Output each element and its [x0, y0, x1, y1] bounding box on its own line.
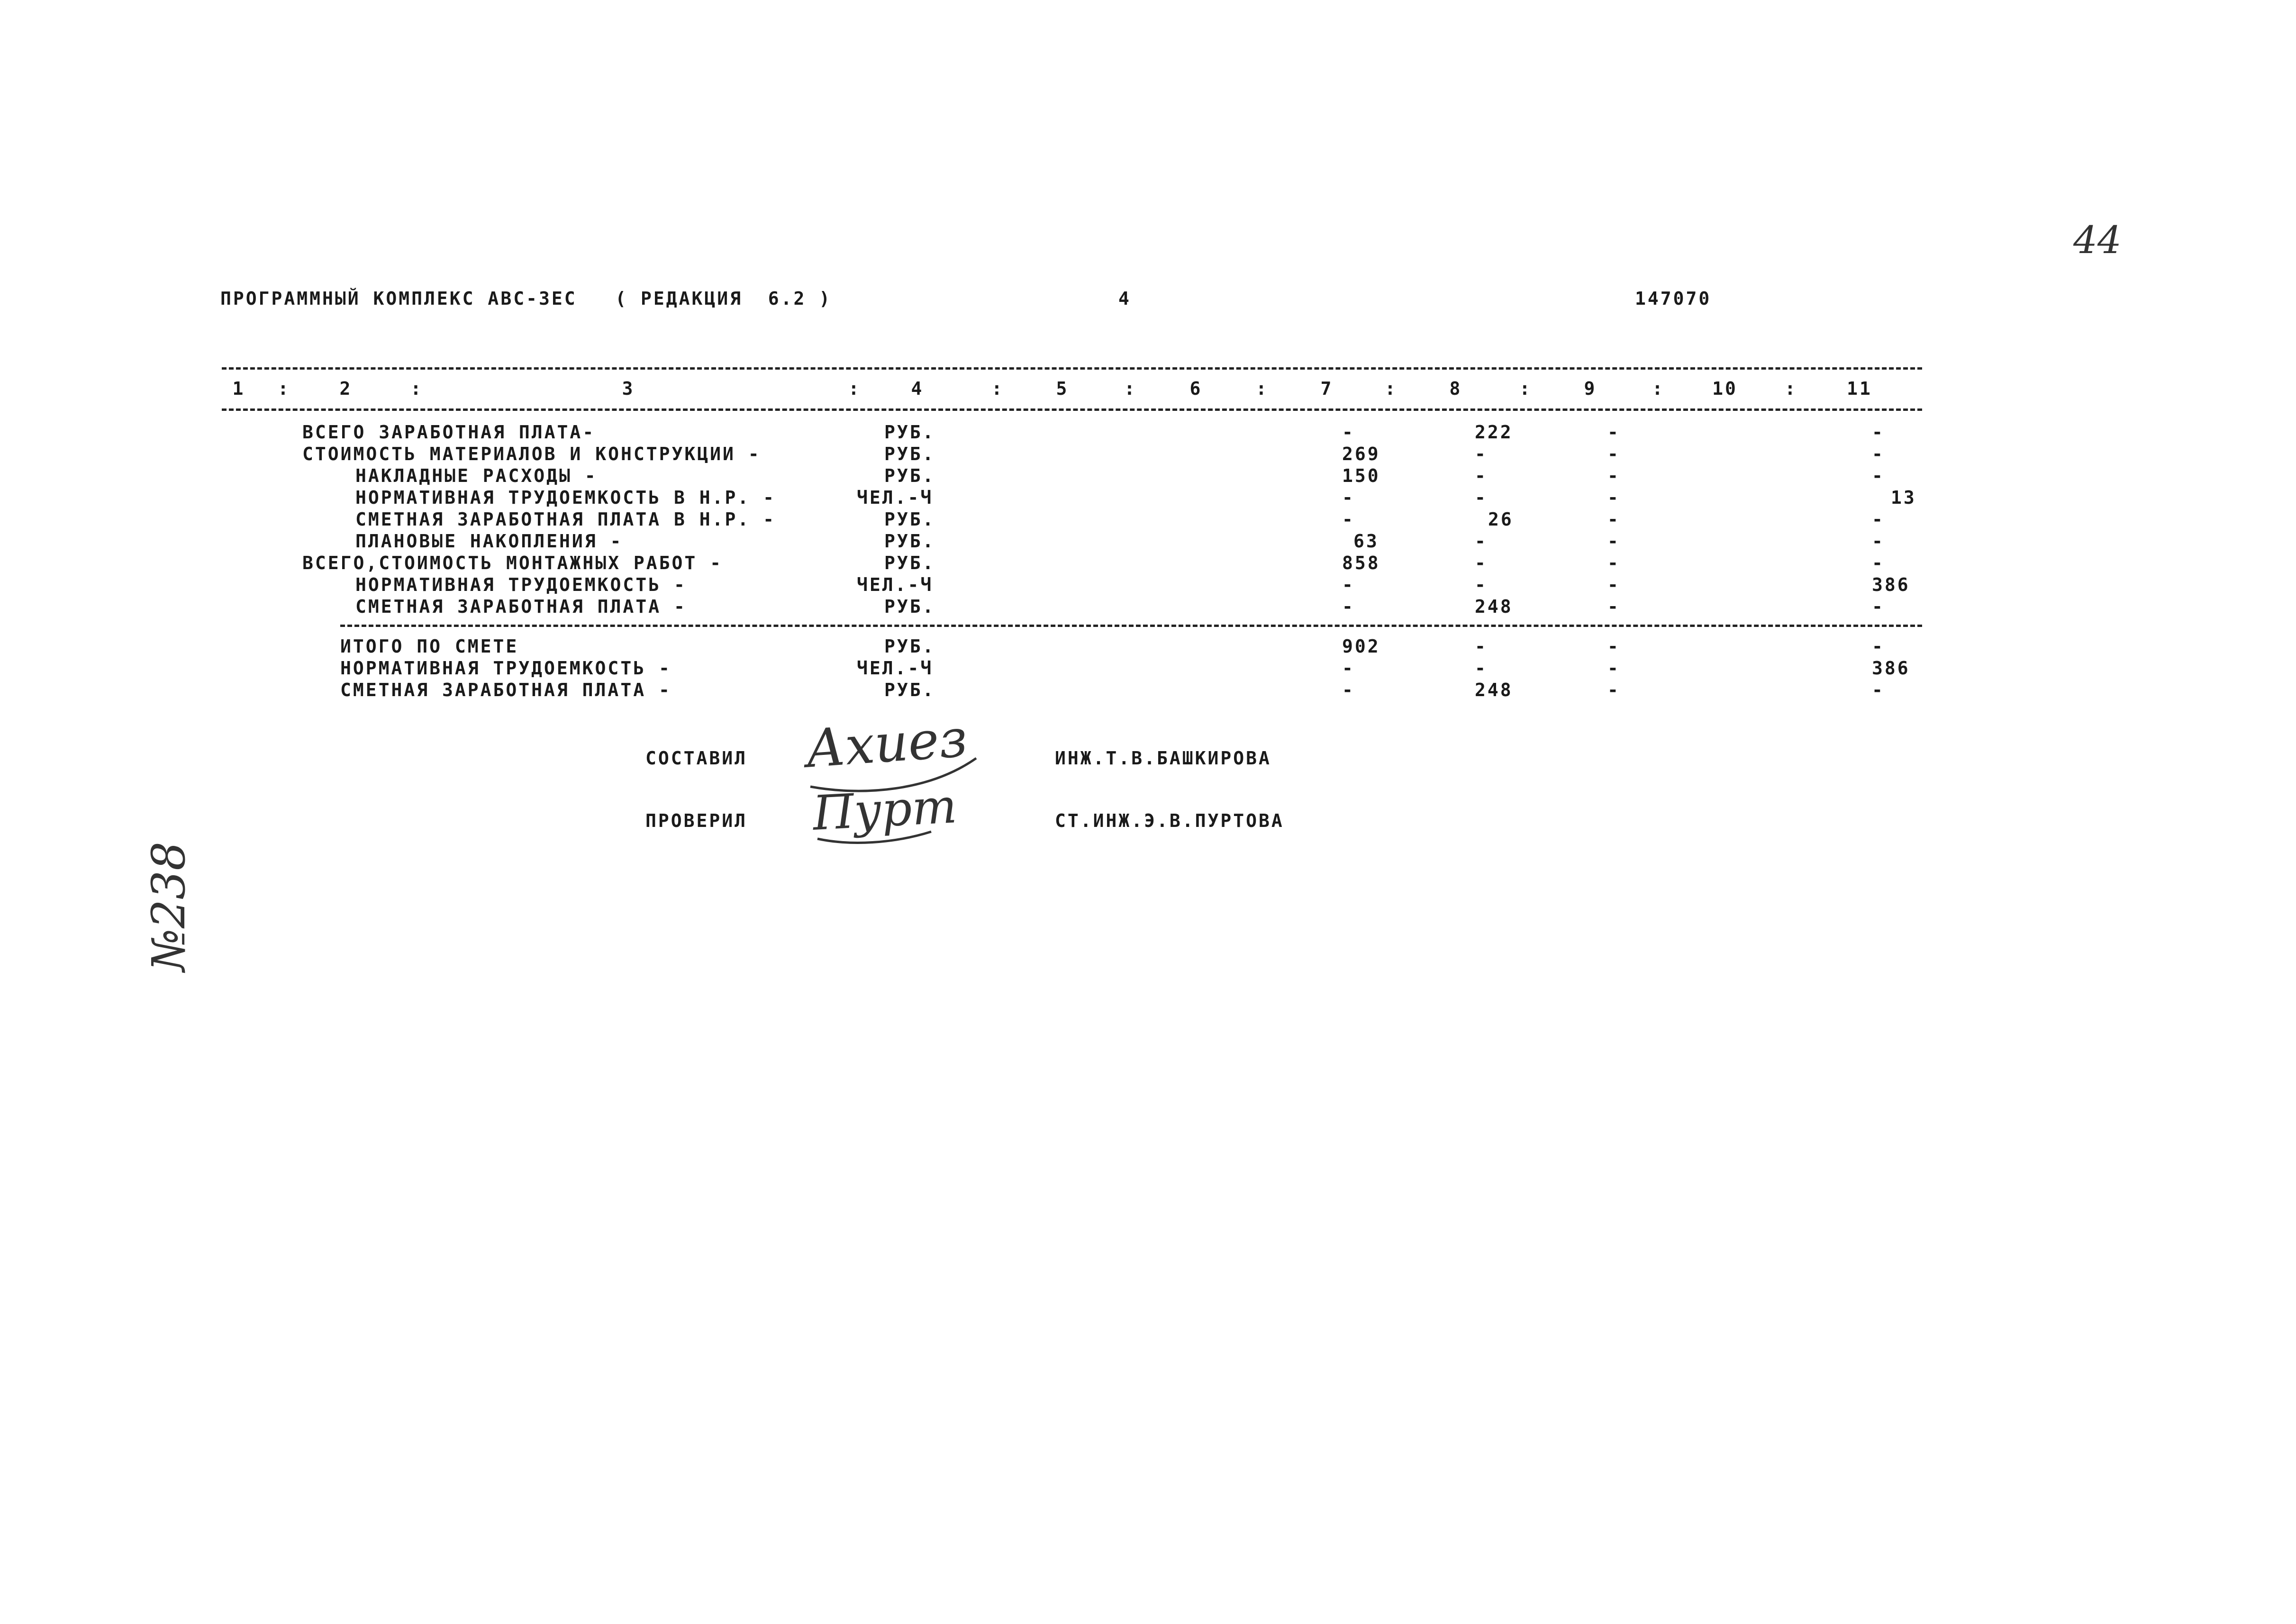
row-col11: -	[1872, 465, 1885, 486]
row-unit: РУБ.	[884, 422, 935, 443]
row-col8: 222	[1475, 422, 1513, 443]
row-col9: -	[1607, 553, 1620, 573]
table-row	[0, 465, 2296, 487]
header-right: 147070	[1635, 288, 1712, 309]
checked-by-name: СТ.ИНЖ.Э.В.ПУРТОВА	[1055, 810, 1284, 831]
row-col9: -	[1607, 658, 1620, 679]
col-separator: :	[410, 378, 423, 399]
row-col9: -	[1607, 444, 1620, 464]
table-row	[0, 487, 2296, 509]
row-col7: -	[1342, 422, 1355, 443]
row-col8: -	[1475, 553, 1488, 573]
col-separator: :	[991, 378, 1004, 399]
row-col7: -	[1342, 509, 1355, 530]
row-col8: -	[1475, 531, 1488, 552]
col-separator: :	[1124, 378, 1137, 399]
col-separator: :	[848, 378, 861, 399]
col-num-1: 1	[232, 378, 245, 399]
row-label: НОРМАТИВНАЯ ТРУДОЕМКОСТЬ В Н.Р. -	[355, 487, 776, 508]
row-col11: -	[1872, 509, 1885, 530]
row-unit: РУБ.	[884, 636, 935, 657]
col-separator: :	[1785, 378, 1797, 399]
col-num-7: 7	[1320, 378, 1334, 399]
row-col11: 386	[1872, 574, 1910, 595]
row-col8: 26	[1488, 509, 1514, 530]
header-middle: 4	[1118, 288, 1131, 309]
row-label: СМЕТНАЯ ЗАРАБОТНАЯ ПЛАТА -	[340, 680, 672, 700]
row-label: НОРМАТИВНАЯ ТРУДОЕМКОСТЬ -	[340, 658, 672, 679]
row-label: ПЛАНОВЫЕ НАКОПЛЕНИЯ -	[355, 531, 623, 552]
row-col7: 269	[1342, 444, 1380, 464]
row-unit: РУБ.	[884, 680, 935, 700]
col-separator: :	[1519, 378, 1532, 399]
table-row	[0, 596, 2296, 618]
table-row	[0, 444, 2296, 465]
row-col8: 248	[1475, 596, 1513, 617]
column-number-row	[0, 378, 2296, 400]
row-col11: -	[1872, 444, 1885, 464]
col-num-10: 10	[1712, 378, 1738, 399]
col-separator: :	[278, 378, 290, 399]
row-label: ИТОГО ПО СМЕТЕ	[340, 636, 519, 657]
row-unit: ЧЕЛ.-Ч	[857, 487, 934, 508]
row-col8: 248	[1475, 680, 1513, 700]
row-col9: -	[1607, 636, 1620, 657]
compiled-by-name: ИНЖ.Т.В.БАШКИРОВА	[1055, 748, 1271, 769]
table-row	[0, 636, 2296, 658]
table-row	[0, 574, 2296, 596]
row-col7: -	[1342, 574, 1355, 595]
row-label: ВСЕГО ЗАРАБОТНАЯ ПЛАТА-	[302, 422, 596, 443]
table-row	[0, 509, 2296, 531]
row-col8: -	[1475, 444, 1488, 464]
row-col11: 13	[1891, 487, 1916, 508]
col-num-5: 5	[1056, 378, 1069, 399]
row-unit: РУБ.	[884, 465, 935, 486]
row-unit: РУБ.	[884, 553, 935, 573]
row-col8: -	[1475, 636, 1488, 657]
col-num-6: 6	[1189, 378, 1203, 399]
row-unit: ЧЕЛ.-Ч	[857, 574, 934, 595]
col-num-3: 3	[622, 378, 635, 399]
row-unit: ЧЕЛ.-Ч	[857, 658, 934, 679]
row-col9: -	[1607, 531, 1620, 552]
row-col9: -	[1607, 465, 1620, 486]
col-num-2: 2	[339, 378, 353, 399]
row-col7: -	[1342, 658, 1355, 679]
row-col11: -	[1872, 531, 1885, 552]
side-note: №238	[142, 841, 195, 971]
row-col9: -	[1607, 574, 1620, 595]
col-num-4: 4	[911, 378, 924, 399]
table-row	[0, 553, 2296, 574]
table-row	[0, 658, 2296, 680]
row-unit: РУБ.	[884, 531, 935, 552]
row-col11: -	[1872, 422, 1885, 443]
col-separator: :	[1385, 378, 1398, 399]
row-label: СМЕТНАЯ ЗАРАБОТНАЯ ПЛАТА В Н.Р. -	[355, 509, 776, 530]
signature-text: Пурт	[811, 778, 958, 841]
row-col9: -	[1607, 509, 1620, 530]
row-col8: -	[1475, 658, 1488, 679]
row-unit: РУБ.	[884, 444, 935, 464]
row-col7: -	[1342, 596, 1355, 617]
row-col11: 386	[1872, 658, 1910, 679]
row-unit: РУБ.	[884, 509, 935, 530]
row-col7: 63	[1353, 531, 1379, 552]
row-col11: -	[1872, 553, 1885, 573]
row-col8: -	[1475, 487, 1488, 508]
col-num-11: 11	[1847, 378, 1872, 399]
row-label: ВСЕГО,СТОИМОСТЬ МОНТАЖНЫХ РАБОТ -	[302, 553, 723, 573]
row-col8: -	[1475, 574, 1488, 595]
row-col7: -	[1342, 680, 1355, 700]
row-col7: 902	[1342, 636, 1380, 657]
col-num-9: 9	[1584, 378, 1597, 399]
signature-text: Ахиез	[803, 708, 970, 780]
row-col7: -	[1342, 487, 1355, 508]
row-col11: -	[1872, 680, 1885, 700]
compiled-by-label: СОСТАВИЛ	[645, 748, 748, 769]
checked-by-label: ПРОВЕРИЛ	[645, 810, 748, 831]
row-col9: -	[1607, 680, 1620, 700]
row-label: СМЕТНАЯ ЗАРАБОТНАЯ ПЛАТА -	[355, 596, 687, 617]
row-unit: РУБ.	[884, 596, 935, 617]
header-left: ПРОГРАММНЫЙ КОМПЛЕКС АВС-ЗЕС ( РЕДАКЦИЯ 6.2 )	[220, 288, 832, 309]
table-row	[0, 680, 2296, 701]
row-col11: -	[1872, 636, 1885, 657]
header-bottom-rule	[222, 408, 1922, 411]
page-number: 44	[2073, 218, 2122, 262]
table-top-rule	[222, 367, 1922, 370]
row-col9: -	[1607, 487, 1620, 508]
row-label: СТОИМОСТЬ МАТЕРИАЛОВ И КОНСТРУКЦИИ -	[302, 444, 761, 464]
table-row	[0, 531, 2296, 553]
row-col8: -	[1475, 465, 1488, 486]
row-col9: -	[1607, 422, 1620, 443]
row-col9: -	[1607, 596, 1620, 617]
col-separator: :	[1652, 378, 1665, 399]
totals-top-rule	[340, 625, 1922, 627]
row-label: НОРМАТИВНАЯ ТРУДОЕМКОСТЬ -	[355, 574, 687, 595]
row-col7: 858	[1342, 553, 1380, 573]
row-col11: -	[1872, 596, 1885, 617]
col-separator: :	[1256, 378, 1269, 399]
table-row	[0, 422, 2296, 444]
checked-by-signature-flourish	[813, 806, 936, 848]
col-num-8: 8	[1449, 378, 1462, 399]
row-col7: 150	[1342, 465, 1380, 486]
row-label: НАКЛАДНЫЕ РАСХОДЫ -	[355, 465, 598, 486]
